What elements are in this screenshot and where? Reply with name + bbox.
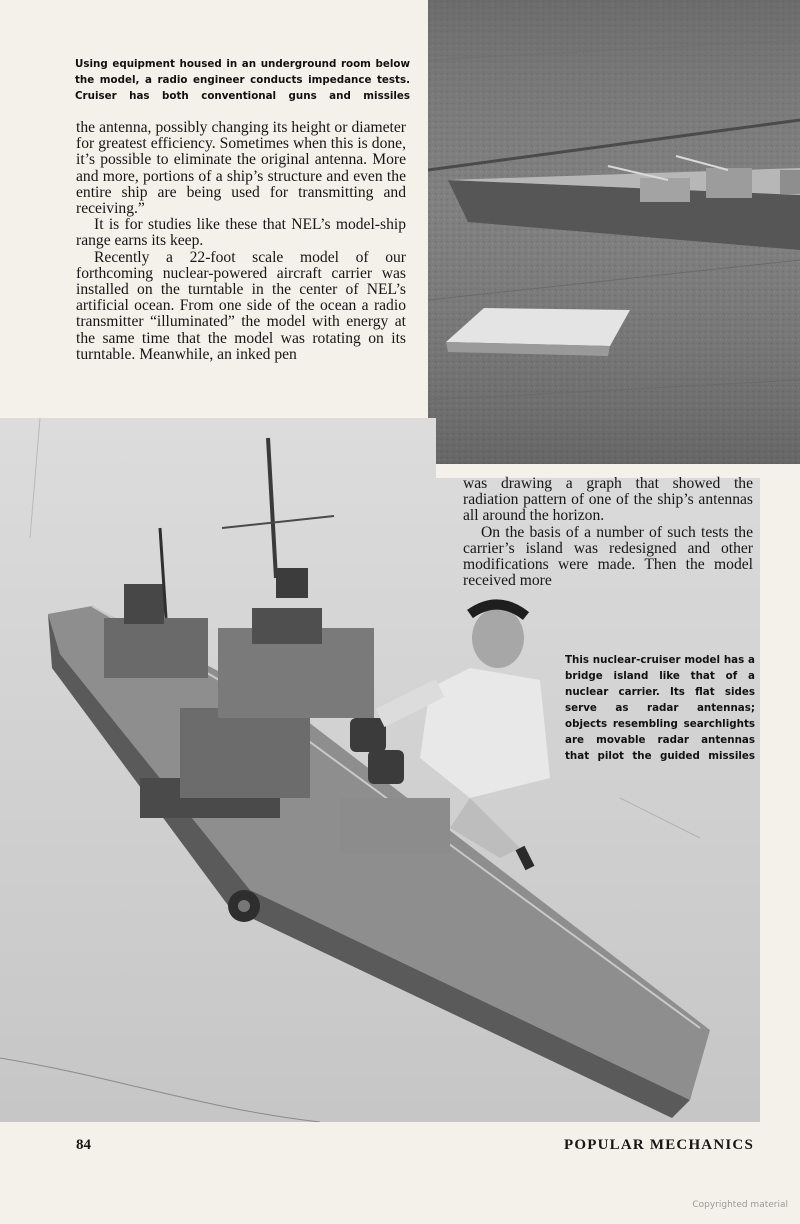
article-left-column [76,120,406,363]
paragraph: was drawing a graph that showed the radiation pattern of one of the ship’s antennas all around the horizon. [463,475,753,525]
magazine-title: POPULAR MECHANICS [564,1137,754,1153]
paragraph: It is for studies like these that NEL’s model-ship range earns its keep. [76,216,406,250]
top-photo [428,0,800,464]
paragraph: the antenna, possibly changing its height or diameter for greatest efficiency. Sometimes when this is done, it’s possible to eliminate the original antenna. More and more, portions of a ship’s structure and even the entire ship are being used for transmitting and receiving.” [76,119,406,218]
cruiser-photo-caption: This nuclear-cruiser model has a bridge island like that of a nuclear carrier. Its flat sides serve as radar antennas; objects resembling searchlights are movable radar antennas that pilot the guided missiles [565,654,755,762]
paragraph: Recently a 22-foot scale model of our forthcoming nuclear-powered aircraft carrier was installed on the turntable in the center of NEL’s artificial ocean. From one side of the ocean a radio transmitter “illuminated” the model with energy at the same time that the model was rotating on its turntable. Meanwhile, an inked pen [76,248,406,363]
copyright-watermark: Copyrighted material [692,1200,788,1210]
page-number: 84 [76,1137,91,1153]
paragraph: On the basis of a number of such tests the carrier’s island was redesigned and other modifications were made. Then the model received more [463,523,753,590]
top-photo-caption: Using equipment housed in an underground room below the model, a radio engineer conducts impedance tests. Cruiser has both conventional guns and missiles [75,58,410,102]
article-right-column [463,476,753,589]
